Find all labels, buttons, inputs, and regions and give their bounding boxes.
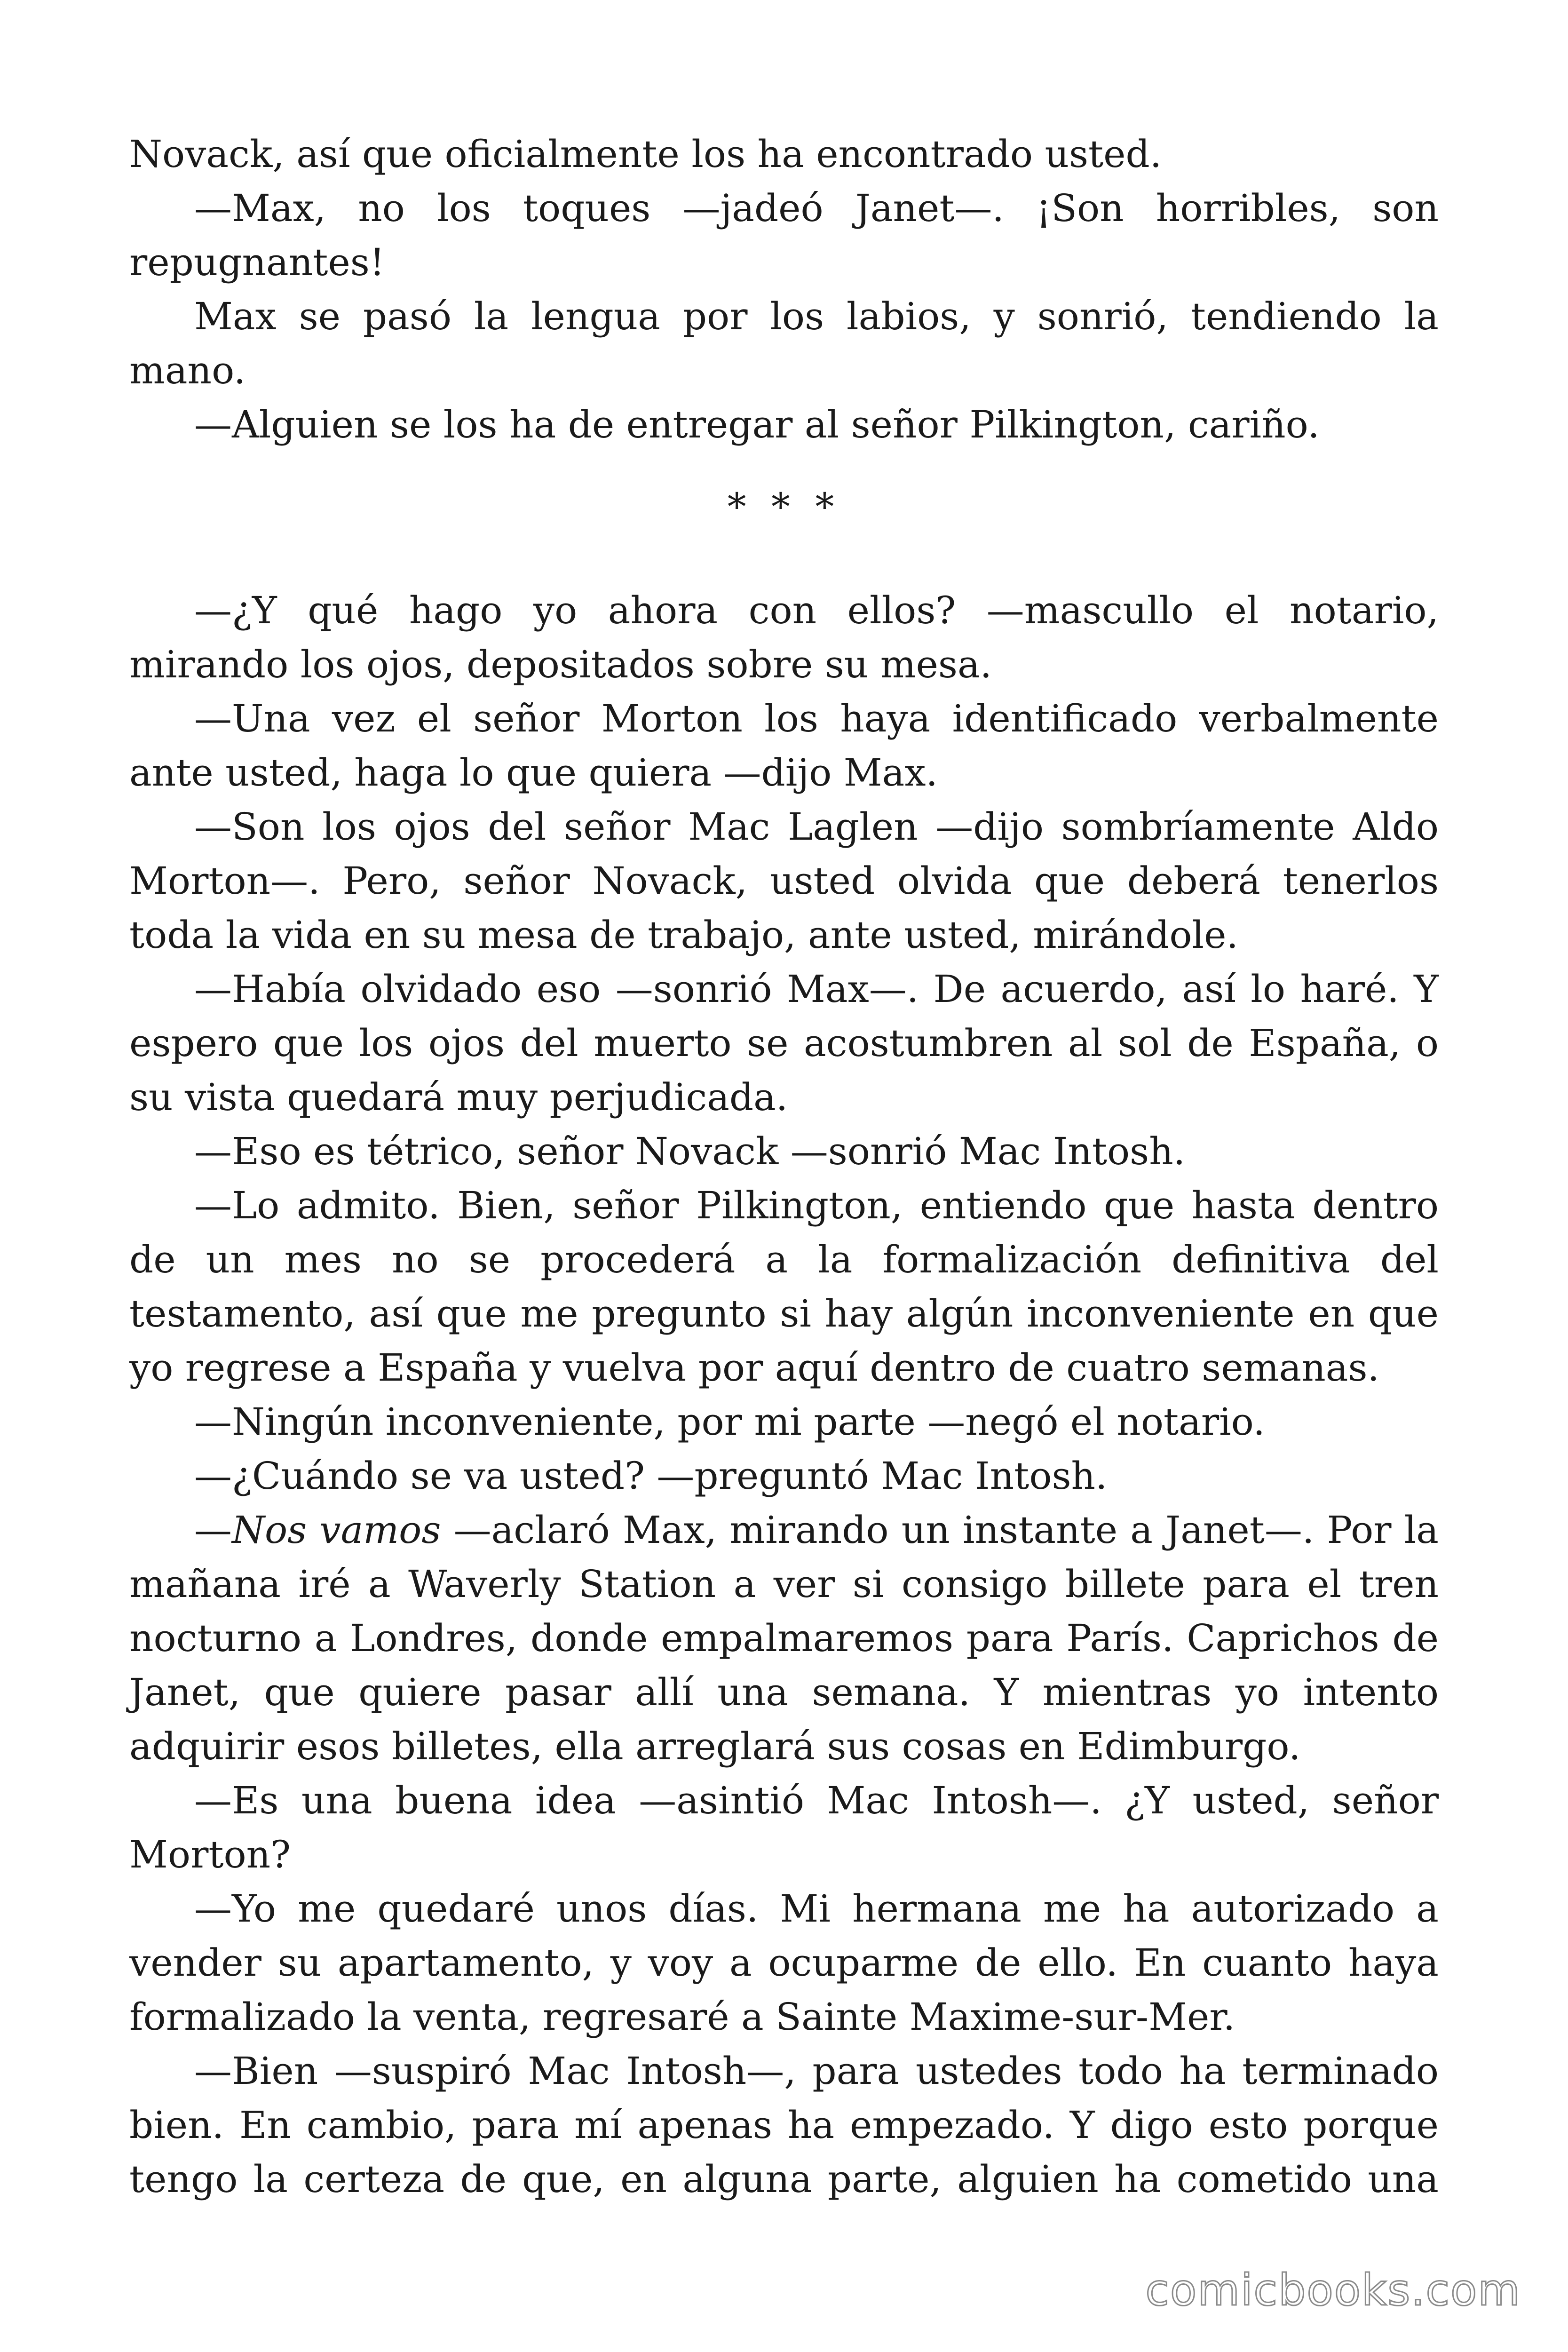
paragraph-13-dash: — <box>194 1508 232 1552</box>
paragraph-11: —Ningún inconveniente, por mi parte —negó el notario. <box>194 1400 1265 1444</box>
paragraph-2: —Max, no los toques —jadeó Janet—. ¡Son horribles, son repugnantes! <box>129 186 1439 284</box>
paragraph-12: —¿Cuándo se va usted? —preguntó Mac Intosh. <box>194 1454 1108 1498</box>
book-page <box>129 127 1439 2206</box>
paragraph-13-italic: Nos vamos <box>232 1508 441 1552</box>
paragraph-6: —Una vez el señor Morton los haya identificado verbalmente ante usted, haga lo que quiera —dijo Max. <box>129 697 1439 795</box>
paragraph-8: —Había olvidado eso —sonrió Max—. De acuerdo, así lo haré. Y espero que los ojos del muerto se acostumbren al sol de España, o su vista quedará muy perjudicada. <box>129 967 1439 1119</box>
paragraph-5: —¿Y qué hago yo ahora con ellos? —mascullo el notario, mirando los ojos, depositados sobre su mesa. <box>129 588 1439 686</box>
paragraph-3: Max se pasó la lengua por los labios, y sonrió, tendiendo la mano. <box>129 294 1439 392</box>
paragraph-9: —Eso es tétrico, señor Novack —sonrió Mac Intosh. <box>194 1129 1186 1173</box>
paragraph-7: —Son los ojos del señor Mac Laglen —dijo sombríamente Aldo Morton—. Pero, señor Novack, usted olvida que deberá tenerlos toda la vida en su mesa de trabajo, ante usted, mirándole. <box>129 805 1439 957</box>
paragraph-10: —Lo admito. Bien, señor Pilkington, entiendo que hasta dentro de un mes no se procederá a la formalización definitiva del testamento, así que me pregunto si hay algún inconveniente en que yo regrese a España y vuelva por aquí dentro de cuatro semanas. <box>129 1184 1439 1390</box>
paragraph-13 <box>129 1503 1439 1773</box>
paragraph-16: —Bien —suspiró Mac Intosh—, para ustedes todo ha terminado bien. En cambio, para mí apenas ha empezado. Y digo esto porque tengo la certeza de que, en alguna parte, alguien ha cometido una <box>129 2049 1439 2201</box>
paragraph-1: Novack, así que oficialmente los ha encontrado usted. <box>129 132 1162 176</box>
paragraph-4: —Alguien se los ha de entregar al señor Pilkington, cariño. <box>194 403 1320 446</box>
paragraph-15: —Yo me quedaré unos días. Mi hermana me ha autorizado a vender su apartamento, y voy a ocuparme de ello. En cuanto haya formalizado la venta, regresaré a Sainte Maxime-sur-Mer. <box>129 1887 1439 2039</box>
paragraph-13-rest: —aclaró Max, mirando un instante a Janet—. Por la mañana iré a Waverly Station a ver si consigo billete para el tren nocturno a Londres, donde empalmaremos para París. Caprichos de Janet, que quiere pasar allí una semana. Y mientras yo intento adquirir esos billetes, ella arreglará sus cosas en Edimburgo. <box>129 1508 1439 1768</box>
scene-separator: * * * <box>727 485 841 529</box>
paragraph-14: —Es una buena idea —asintió Mac Intosh—. ¿Y usted, señor Morton? <box>129 1779 1439 1876</box>
watermark: comicbooks.com <box>1145 2265 1521 2315</box>
